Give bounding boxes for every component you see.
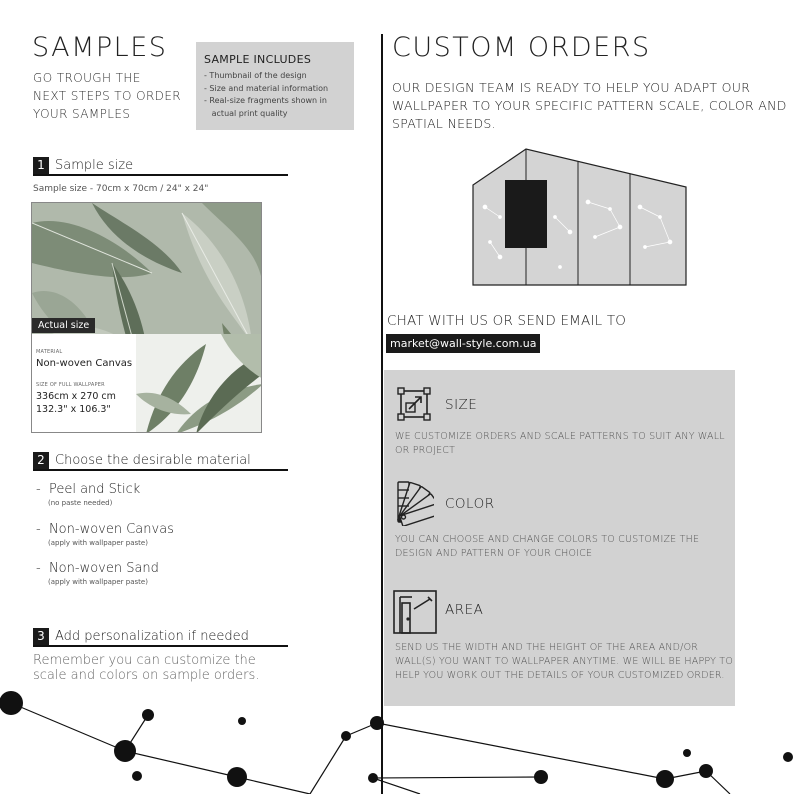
material-option-name: - Peel and Stick [36, 482, 141, 497]
sample-includes-box [196, 42, 354, 130]
size-caption: SIZE OF FULL WALLPAPER [36, 382, 105, 388]
constellation-decoration [0, 680, 794, 794]
door-shape [505, 180, 547, 248]
sample-includes-title: SAMPLE INCLUDES [204, 53, 312, 66]
material-option-peel-and-stick[interactable] [36, 482, 140, 507]
sample-includes-list [204, 70, 328, 120]
feature-area-title: AREA [445, 602, 484, 618]
sample-size-text: Sample size - 70cm x 70cm / 24" x 24" [33, 184, 209, 194]
material-option-name: - Non-woven Canvas [36, 522, 174, 537]
step-3-label: Add personalization if needed [55, 628, 249, 644]
material-option-non-woven-canvas[interactable] [36, 522, 174, 547]
area-icon [392, 589, 438, 635]
material-option-note: (apply with wallpaper paste) [48, 578, 148, 586]
custom-orders-intro: OUR DESIGN TEAM IS READY TO HELP YOU ADAPT OUR WALLPAPER TO YOUR SPECIFIC PATTERN SCALE, COLOR AND SPATIAL NEEDS. [392, 80, 787, 131]
step-3-header [33, 627, 288, 647]
step-2-label: Choose the desirable material [55, 452, 251, 468]
email-link[interactable]: market@wall-style.com.ua [386, 334, 540, 353]
material-option-note: (no paste needed) [48, 499, 113, 507]
material-option-note: (apply with wallpaper paste) [48, 539, 148, 547]
feature-size-title: SIZE [445, 397, 478, 413]
step-1-label: Sample size [55, 157, 134, 173]
house-room-illustration [470, 147, 690, 287]
custom-orders-title: CUSTOM ORDERS [392, 32, 651, 63]
sample-includes-item: - Thumbnail of the design [204, 71, 307, 80]
material-info [36, 349, 132, 370]
material-value: Non-woven Canvas [36, 358, 133, 369]
personalization-note: Remember you can customize the scale and colors on sample orders. [33, 653, 260, 683]
color-swatch-icon [394, 480, 434, 526]
step-2-number: 2 [33, 452, 49, 469]
chat-label: CHAT WITH US OR SEND EMAIL TO [387, 313, 627, 329]
material-option-name: - Non-woven Sand [36, 561, 159, 576]
leaf-fragment-image [136, 334, 262, 433]
actual-size-label: Actual size [32, 318, 95, 333]
feature-area-description: SEND US THE WIDTH AND THE HEIGHT OF THE AREA AND/OR WALL(S) YOU WANT TO WALLPAPER ANYTIME. WE WILL BE HAPPY TO HELP YOU WORK OUT THE DETAILS OF YOUR CUSTOMIZED ORDER. [395, 642, 733, 681]
sample-includes-item: - Real-size fragments shown in [204, 96, 327, 105]
step-2-header [33, 451, 288, 471]
resize-icon [396, 386, 432, 422]
material-caption: MATERIAL [36, 349, 63, 355]
full-size-info [36, 382, 116, 416]
custom-features-panel [384, 370, 735, 706]
step-1-number: 1 [33, 157, 49, 174]
size-metric: 336cm x 270 cm [36, 391, 116, 402]
feature-color-title: COLOR [445, 496, 495, 512]
step-1-header [33, 156, 288, 176]
step-3-number: 3 [33, 628, 49, 645]
sample-thumbnail [31, 202, 262, 433]
samples-subtitle: GO TROUGH THE NEXT STEPS TO ORDER YOUR SAMPLES [33, 71, 182, 121]
material-option-non-woven-sand[interactable] [36, 561, 159, 586]
feature-size-description: WE CUSTOMIZE ORDERS AND SCALE PATTERNS TO SUIT ANY WALL OR PROJECT [395, 431, 725, 456]
sample-includes-item: - Size and material information [204, 83, 329, 93]
feature-color-description: YOU CAN CHOOSE AND CHANGE COLORS TO CUSTOMIZE THE DESIGN AND PATTERN OF YOUR CHOICE [395, 534, 700, 559]
sample-includes-item: actual print quality [204, 108, 288, 118]
size-imperial: 132.3" x 106.3" [36, 404, 111, 415]
samples-title: SAMPLES [32, 32, 168, 63]
